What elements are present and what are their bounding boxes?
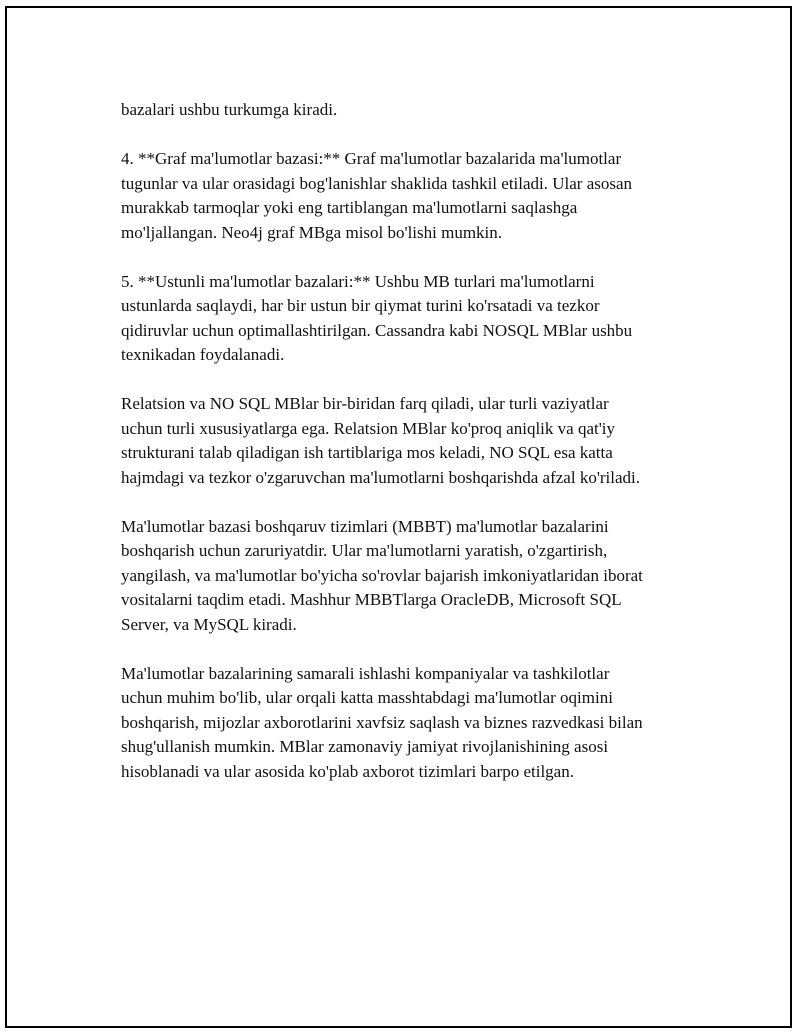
paragraph-intro-tail [121,98,701,123]
document-body [121,98,701,809]
text-line: strukturani talab qiladigan ish tartiblariga mos keladi, NO SQL esa katta [121,443,613,462]
text-line: boshqarish, mijozlar axborotlarini xavfsiz saqlash va biznes razvedkasi bilan [121,712,643,732]
text-line: tugunlar va ular orasidagi bog'lanishlar shaklida tashkil etiladi. Ular asosan [121,173,633,193]
text-line: bazalari ushbu turkumga kiradi. [121,100,338,119]
text-line: mo'ljallangan. Neo4j graf MBga misol bo'lishi mumkin. [121,222,503,242]
text-line: hisoblanadi va ular asosida ko'plab axborot tizimlari barpo etilgan. [121,761,574,781]
text-line: uchun turli xususiyatlarga ega. Relatsion MBlar ko'proq aniqlik va qat'iy [121,418,615,438]
text-line: yangilash, va ma'lumotlar bo'yicha so'rovlar bajarish imkoniyatlaridan iborat [121,565,643,585]
document-page [5,6,792,1028]
text-line: Ma'lumotlar bazasi boshqaruv tizimlari (MBBT) ma'lumotlar bazalarini [121,516,609,536]
paragraph-column-databases [121,270,701,368]
text-line: ustunlarda saqlaydi, har bir ustun bir qiymat turini ko'rsatadi va tezkor [121,296,600,315]
text-line: hajmdagi va tezkor o'zgaruvchan ma'lumotlarni boshqarishda afzal ko'riladi. [121,467,641,487]
paragraph-importance [121,662,701,785]
paragraph-relational-vs-nosql [121,392,701,490]
text-line: Ma'lumotlar bazalarining samarali ishlashi kompaniyalar va tashkilotlar [121,663,610,683]
text-line: 4. **Graf ma'lumotlar bazasi:** Graf ma'lumotlar bazalarida ma'lumotlar [121,149,622,168]
text-line: shug'ullanish mumkin. MBlar zamonaviy jamiyat rivojlanishining asosi [121,737,609,756]
text-line: vositalarni taqdim etadi. Mashhur MBBTlarga OracleDB, Microsoft SQL [121,590,622,609]
text-line: Server, va MySQL kiradi. [121,614,297,634]
text-line: qidiruvlar uchun optimallashtirilgan. Cassandra kabi NOSQL MBlar ushbu [121,320,633,340]
text-line: texnikadan foydalanadi. [121,345,285,364]
text-line: murakkab tarmoqlar yoki eng tartiblangan ma'lumotlarni saqlashga [121,198,578,217]
paragraph-graph-databases [121,147,701,245]
paragraph-dbms [121,515,701,638]
text-line: uchun muhim bo'lib, ular orqali katta masshtabdagi ma'lumotlar oqimini [121,688,613,707]
text-line: 5. **Ustunli ma'lumotlar bazalari:** Ushbu MB turlari ma'lumotlarni [121,271,595,291]
text-line: Relatsion va NO SQL MBlar bir-biridan farq qiladi, ular turli vaziyatlar [121,394,609,413]
text-line: boshqarish uchun zaruriyatdir. Ular ma'lumotlarni yaratish, o'zgartirish, [121,541,608,560]
